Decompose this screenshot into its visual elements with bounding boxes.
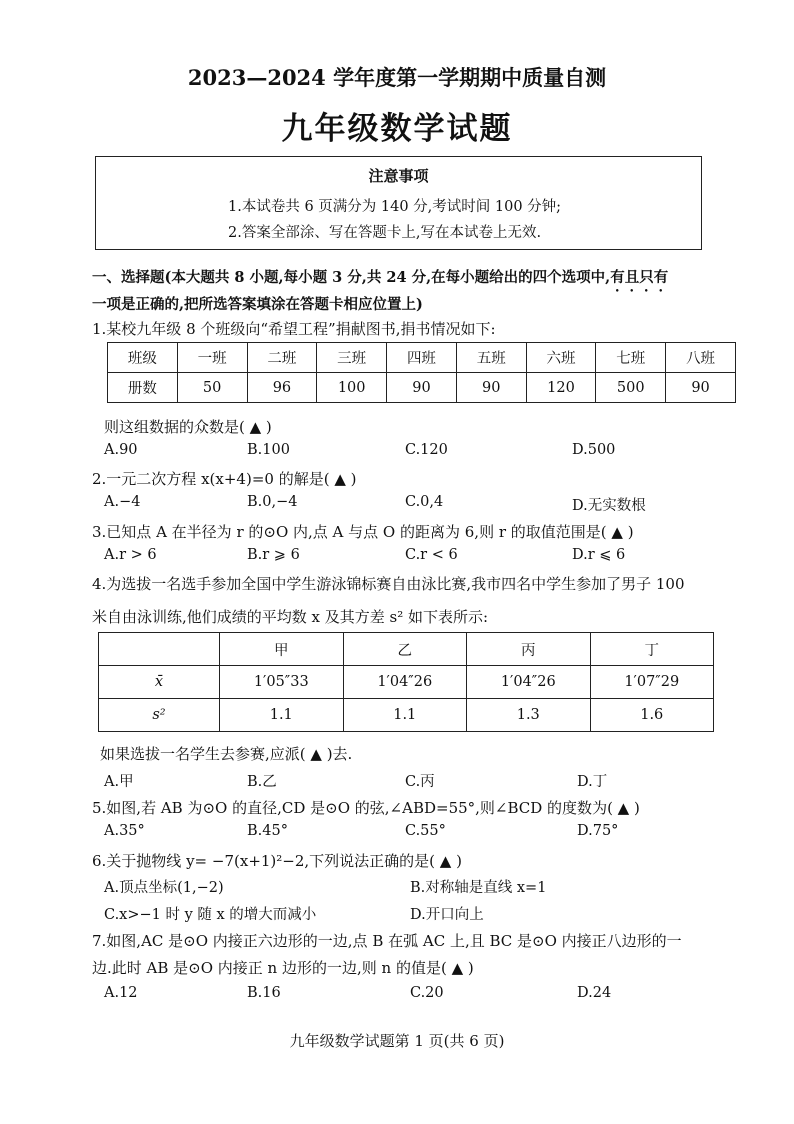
q5-option-c: C.55°: [405, 823, 446, 839]
exam-subtitle: 九年级数学试题: [281, 111, 513, 147]
table-cell: 120: [526, 373, 596, 403]
q6-option-c: C.x>−1 时 y 随 x 的增大而减小: [104, 907, 317, 923]
table-cell: 乙: [343, 633, 467, 666]
q4-option-c: C.丙: [405, 774, 435, 790]
table-cell: 五班: [456, 343, 526, 373]
table-cell: 四班: [387, 343, 457, 373]
notice-line-2: 2.答案全部涂、写在答题卡上,写在本试卷上无效.: [228, 225, 542, 241]
q4-option-d: D.丁: [577, 774, 608, 790]
table-cell: 90: [456, 373, 526, 403]
q4-ask: 如果选拔一名学生去参赛,应派( ▲ )去.: [100, 745, 353, 763]
table-cell: 甲: [220, 633, 344, 666]
q4-table: [98, 632, 714, 732]
q3-option-a: A.r > 6: [104, 547, 157, 563]
q1-option-b: B.100: [247, 442, 290, 458]
table-cell: 1′07″29: [590, 666, 714, 699]
table-cell: 六班: [526, 343, 596, 373]
notice-box: [95, 156, 702, 250]
table-cell: 班级: [108, 343, 178, 373]
table-cell: 1.3: [467, 699, 591, 732]
section-heading-line-2: 一项是正确的,把所选答案填涂在答题卡相应位置上): [92, 296, 423, 313]
q4-table-row-mean: [99, 666, 714, 699]
mean-symbol: x̄: [154, 674, 164, 690]
table-cell: 1′04″26: [467, 666, 591, 699]
table-cell: 1.1: [220, 699, 344, 732]
q2-option-b: B.0,−4: [247, 494, 298, 510]
q2-option-c: C.0,4: [405, 494, 444, 510]
q6-stem: 6.关于抛物线 y= −7(x+1)²−2,下列说法正确的是( ▲ ): [92, 852, 462, 870]
notice-title: 注意事项: [368, 167, 429, 185]
q2-option-d: D.无实数根: [572, 498, 646, 514]
table-cell: 100: [317, 373, 387, 403]
table-cell: 七班: [596, 343, 666, 373]
q6-option-d: D.开口向上: [410, 907, 484, 923]
table-cell: 丙: [467, 633, 591, 666]
table-cell: 90: [387, 373, 457, 403]
q1-stem: 1.某校九年级 8 个班级向“希望工程”捐献图书,捐书情况如下:: [92, 320, 496, 338]
table-cell: 50: [177, 373, 247, 403]
q3-option-d: D.r ⩽ 6: [572, 547, 626, 563]
table-cell: [99, 699, 220, 732]
q6-option-a: A.顶点坐标(1,−2): [104, 880, 224, 896]
notice-line-1: 1.本试卷共 6 页满分为 140 分,考试时间 100 分钟;: [228, 199, 562, 215]
q4-table-row-variance: [99, 699, 714, 732]
exam-title: 2023—2024 学年度第一学期期中质量自测: [187, 65, 607, 90]
q7-option-c: C.20: [410, 985, 444, 1001]
table-cell: 1.6: [590, 699, 714, 732]
q2-stem: 2.一元二次方程 x(x+4)=0 的解是( ▲ ): [92, 470, 357, 488]
q1-table: [107, 342, 736, 403]
q4-stem-line-2: 米自由泳训练,他们成绩的平均数 x 及其方差 s² 如下表所示:: [92, 608, 489, 626]
q4-option-a: A.甲: [104, 774, 134, 790]
table-cell: 1.1: [343, 699, 467, 732]
q7-option-d: D.24: [577, 985, 612, 1001]
table-cell: 1′05″33: [220, 666, 344, 699]
q1-ask: 则这组数据的众数是( ▲ ): [104, 418, 272, 436]
table-cell: 二班: [247, 343, 317, 373]
q1-option-d: D.500: [572, 442, 616, 458]
table-cell: 丁: [590, 633, 714, 666]
variance-symbol: s²: [152, 707, 166, 723]
q5-option-d: D.75°: [577, 823, 619, 839]
q4-option-b: B.乙: [247, 774, 277, 790]
page-footer: 九年级数学试题第 1 页(共 6 页): [289, 1032, 505, 1050]
table-cell: 一班: [177, 343, 247, 373]
q5-stem: 5.如图,若 AB 为⊙O 的直径,CD 是⊙O 的弦,∠ABD=55°,则∠BCD 的度数为( ▲ ): [92, 799, 640, 817]
q7-stem-line-2: 边.此时 AB 是⊙O 内接正 n 边形的一边,则 n 的值是( ▲ ): [92, 959, 474, 977]
q1-table-row-class: [108, 343, 736, 373]
section-heading-emphasis: 有且只有: [610, 269, 669, 286]
q5-option-b: B.45°: [247, 823, 288, 839]
table-cell: 500: [596, 373, 666, 403]
q2-option-a: A.−4: [104, 494, 141, 510]
q1-option-c: C.120: [405, 442, 448, 458]
table-cell: 96: [247, 373, 317, 403]
q7-option-b: B.16: [247, 985, 281, 1001]
q4-table-head: [99, 633, 714, 666]
table-cell: 册数: [108, 373, 178, 403]
q5-option-a: A.35°: [104, 823, 145, 839]
q4-stem-line-1: 4.为选拔一名选手参加全国中学生游泳锦标赛自由泳比赛,我市四名中学生参加了男子 100: [92, 575, 685, 593]
table-cell: 90: [666, 373, 736, 403]
q7-stem-line-1: 7.如图,AC 是⊙O 内接正六边形的一边,点 B 在弧 AC 上,且 BC 是⊙O 内接正八边形的一: [92, 932, 682, 950]
q3-stem: 3.已知点 A 在半径为 r 的⊙O 内,点 A 与点 O 的距离为 6,则 r 的取值范围是( ▲ ): [92, 523, 634, 541]
q1-option-a: A.90: [104, 442, 138, 458]
section-heading-line-1: [92, 266, 668, 295]
q7-option-a: A.12: [104, 985, 138, 1001]
q3-option-c: C.r < 6: [405, 547, 458, 563]
table-cell: [99, 633, 220, 666]
q6-option-b: B.对称轴是直线 x=1: [410, 880, 547, 896]
q1-table-row-count: [108, 373, 736, 403]
table-cell: 八班: [666, 343, 736, 373]
table-cell: 三班: [317, 343, 387, 373]
q3-option-b: B.r ⩾ 6: [247, 547, 300, 563]
table-cell: 1′04″26: [343, 666, 467, 699]
section-heading-main: 一、选择题(本大题共 8 小题,每小题 3 分,共 24 分,在每小题给出的四个选项中,: [92, 269, 611, 286]
table-cell: [99, 666, 220, 699]
